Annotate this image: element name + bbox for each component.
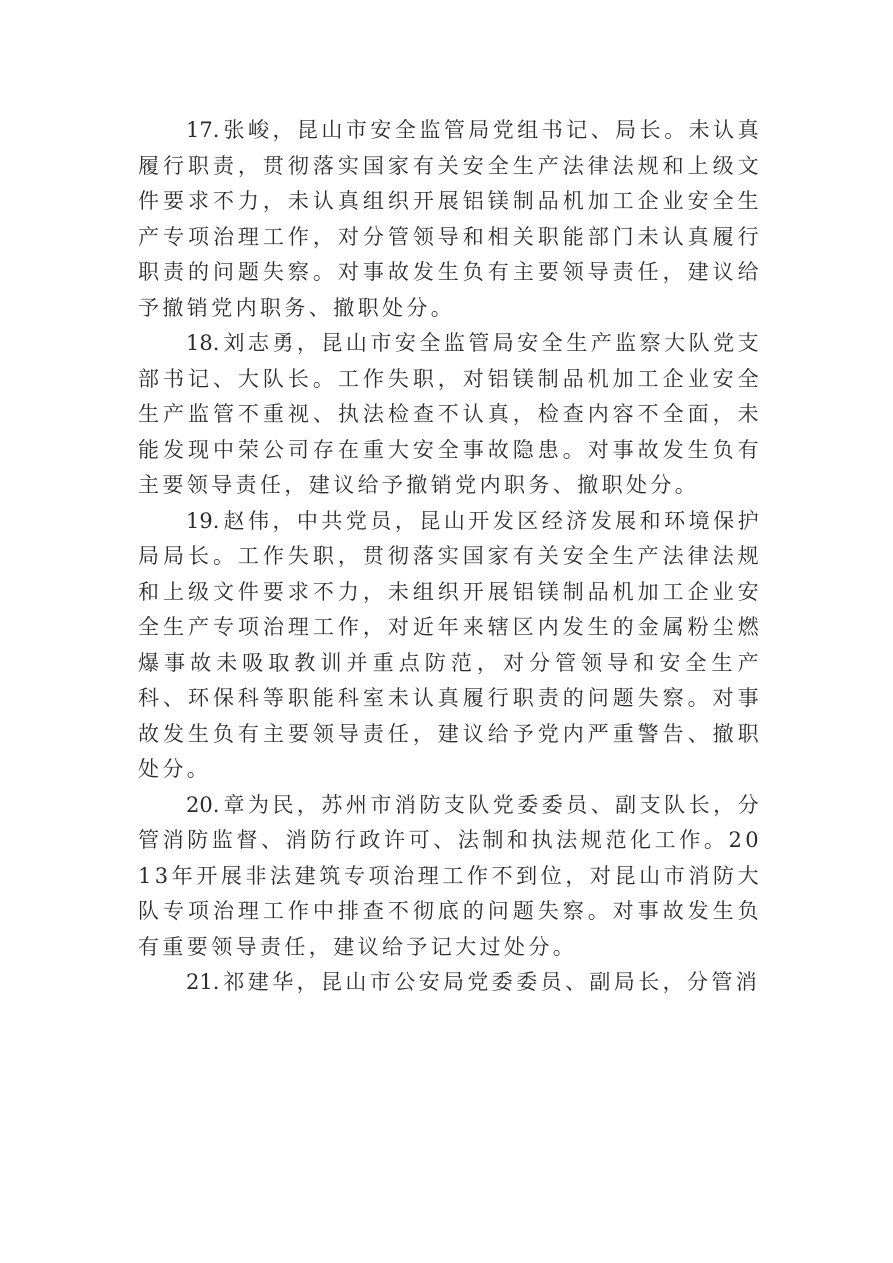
- paragraph-text: 章为民，苏州市消防支队党委委员、副支队长，分管消防监督、消防行政许可、法制和执法规范化工作。2013年开展非法建筑专项治理工作不到位，对昆山市消防大队专项治理工作中排查不彻底的问题失察。对事故发生负有重要领导责任，建议给予记大过处分。: [138, 792, 762, 959]
- paragraph-20: [138, 788, 762, 966]
- paragraph-21: [138, 965, 762, 1001]
- document-body: [138, 113, 762, 1001]
- paragraph-number: 18.: [186, 331, 220, 355]
- paragraph-text: 刘志勇，昆山市安全监管局安全生产监察大队党支部书记、大队长。工作失职，对铝镁制品机加工企业安全生产监管不重视、执法检查不认真，检查内容不全面，未能发现中荣公司存在重大安全事故隐患。对事故发生负有主要领导责任，建议给予撤销党内职务、撤职处分。: [138, 331, 762, 497]
- paragraph-17: [138, 113, 762, 326]
- paragraph-text: 张峻，昆山市安全监管局党组书记、局长。未认真履行职责，贯彻落实国家有关安全生产法律法规和上级文件要求不力，未认真组织开展铝镁制品机加工企业安全生产专项治理工作，对分管领导和相关职能部门未认真履行职责的问题失察。对事故发生负有主要领导责任，建议给予撤销党内职务、撤职处分。: [138, 118, 762, 320]
- paragraph-19: [138, 504, 762, 788]
- paragraph-number: 19.: [186, 508, 220, 533]
- paragraph-18: [138, 326, 762, 504]
- paragraph-number: 21.: [186, 970, 220, 994]
- paragraph-text: 祁建华，昆山市公安局党委委员、副局长，分管消: [223, 970, 761, 994]
- paragraph-number: 20.: [186, 792, 220, 817]
- paragraph-number: 17.: [186, 118, 220, 142]
- paragraph-text: 赵伟，中共党员，昆山开发区经济发展和环境保护局局长。工作失职，贯彻落实国家有关安全生产法律法规和上级文件要求不力，未组织开展铝镁制品机加工企业安全生产专项治理工作，对近年来辖区内发生的金属粉尘燃爆事故未吸取教训并重点防范，对分管领导和安全生产科、环保科等职能科室未认真履行职责的问题失察。对事故发生负有主要领导责任，建议给予党内严重警告、撤职处分。: [138, 508, 762, 781]
